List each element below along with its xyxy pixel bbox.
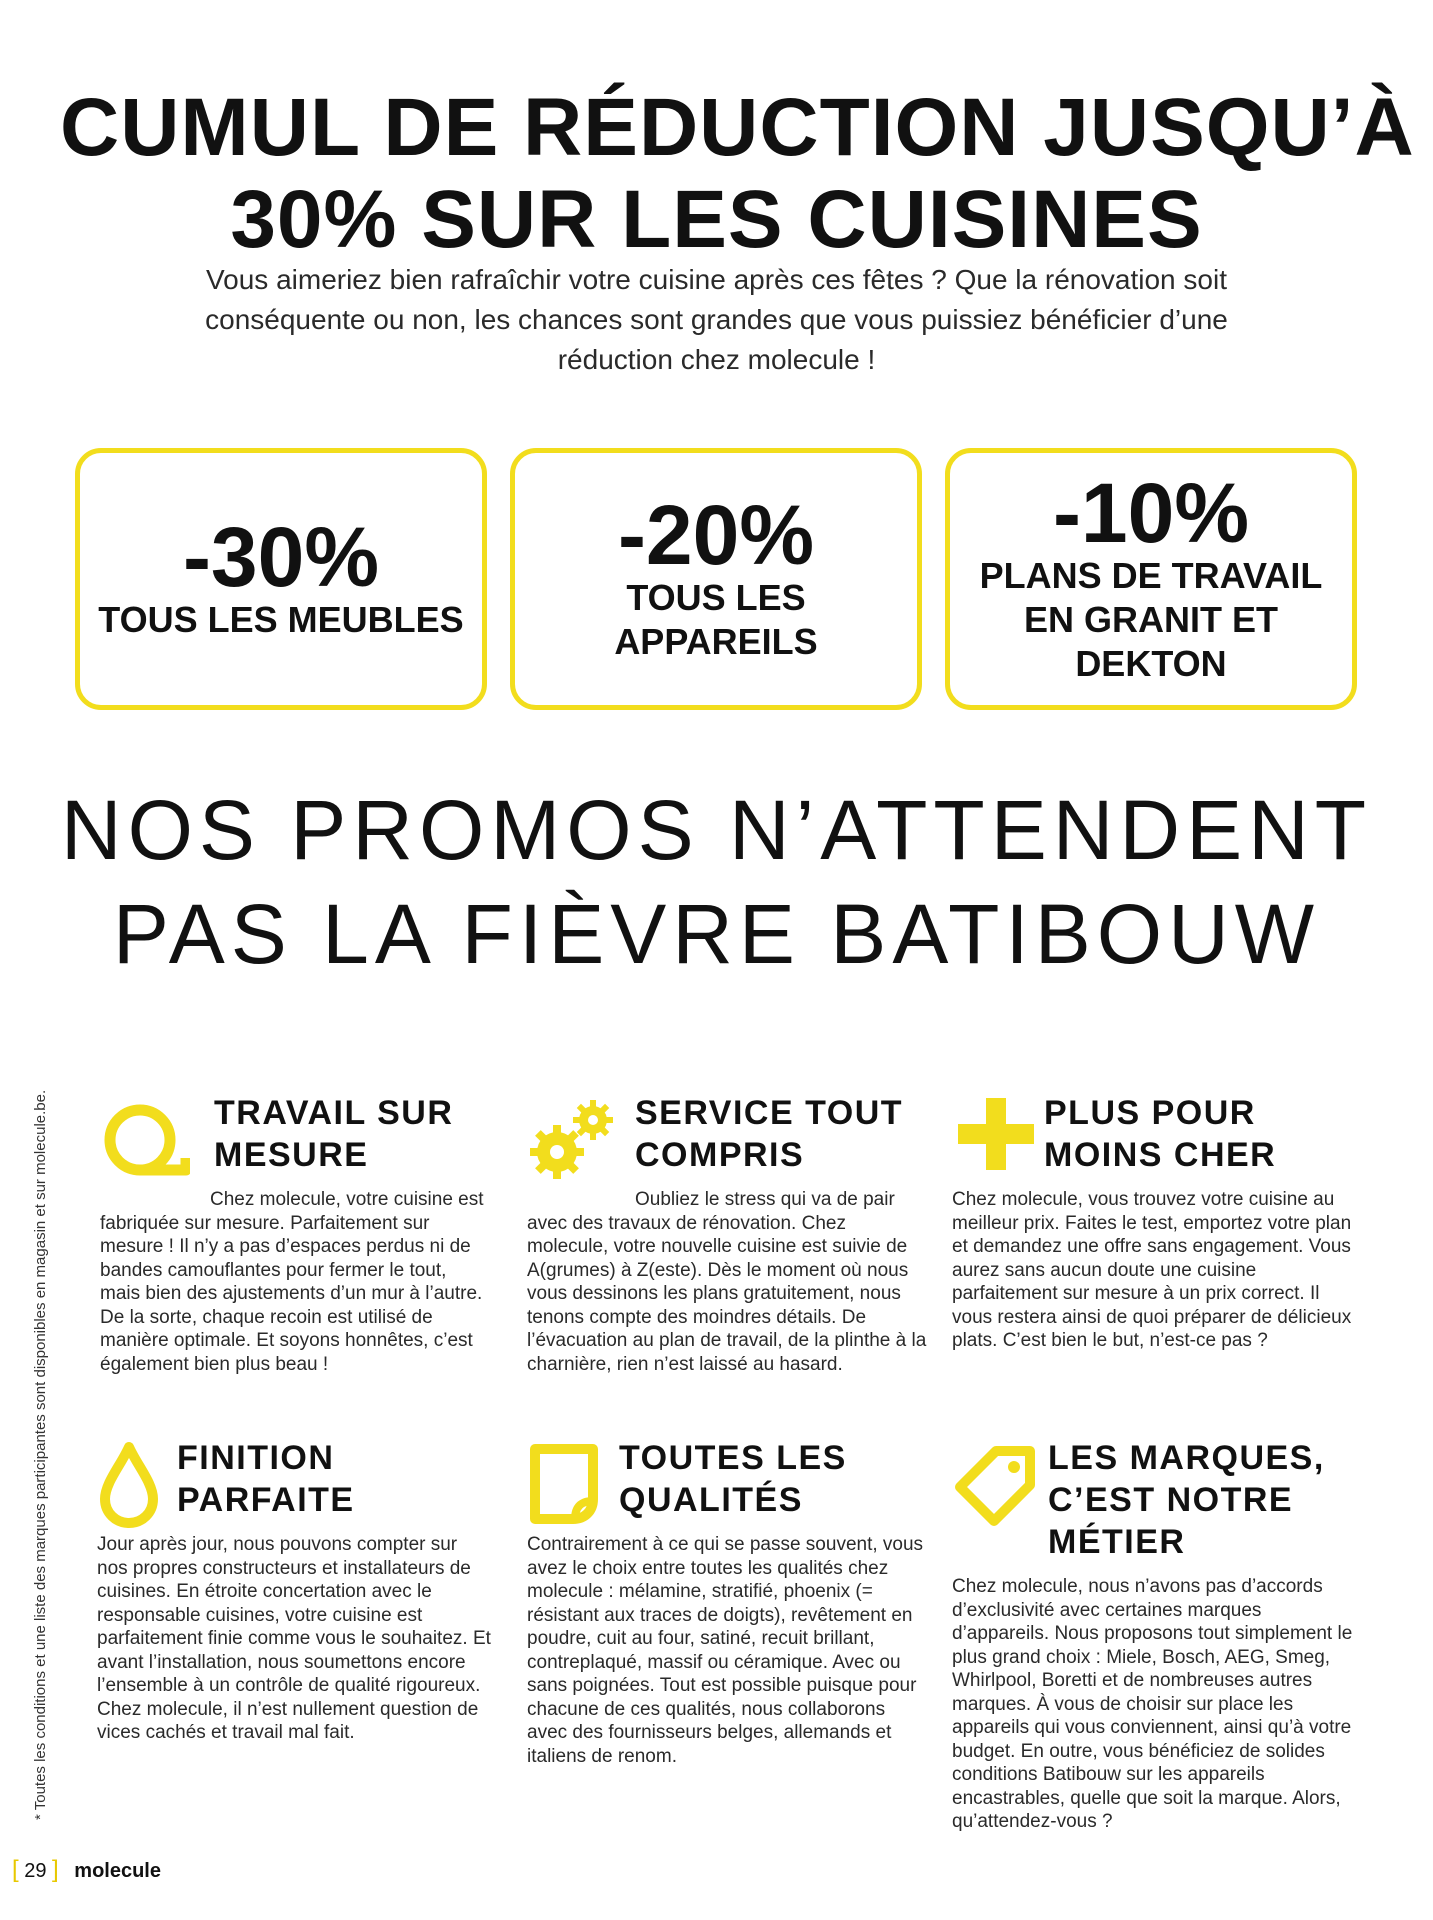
feature-body: Oubliez le stress qui va de pair avec des travaux de rénovation. Chez molecule, votre nouvelle cuisine est suivie de A(grumes) à Z(este). Dès le moment où nous vous dessinons les plans gratuitement, nous tenons compte des moindres détails. De l’évacuation au plan de travail, de la plinthe à la charnière, rien n’est laissé au hasard.: [527, 1189, 927, 1375]
sample-square-icon: [527, 1441, 617, 1531]
feature-body: Contrairement à ce qui se passe souvent, vous avez le choix entre toutes les qualités chez molecule : mélamine, stratifié, phoenix (= résistant aux traces de doigts), revêtement en poudre, cuit au four, satiné, recuit brillant, contreplaqué, massif ou céramique. Avec ou sans poignées. Tout est possible puisque pour chacune de ces qualités, nous collaborons avec des fournisseurs belges, allemands et italiens de renom.: [527, 1534, 924, 1767]
feature-title: TOUTES LES QUALITÉS: [619, 1439, 847, 1519]
feature-title: LES MARQUES, C’EST NOTRE MÉTIER: [1048, 1439, 1325, 1561]
discount-label: PLANS DE TRAVAIL EN GRANIT ET DEKTON: [979, 555, 1323, 684]
discount-box-appliances: [510, 448, 922, 710]
discount-box-furniture: [75, 448, 487, 710]
promo-tagline-line-2: PAS LA FIÈVRE BATIBOUW: [112, 887, 1321, 981]
measuring-tape-icon: [100, 1098, 190, 1188]
discount-box-worktops: [945, 448, 1357, 710]
bracket-close: ]: [52, 1856, 59, 1883]
discount-label: TOUS LES MEUBLES: [98, 599, 464, 640]
drop-icon: [97, 1439, 187, 1529]
discount-percent: -30%: [182, 510, 380, 604]
feature-title: TRAVAIL SUR MESURE: [214, 1094, 454, 1174]
feature-body: Chez molecule, votre cuisine est fabriquée sur mesure. Parfaitement sur mesure ! Il n’y a pas d’espaces perdus ni de bandes camouflantes pour fermer le tout, mais bien des ajustements d’un mur à l’autre. De la sorte, chaque recoin est utilisé de manière optimale. Et soyons honnêtes, c’est également bien plus beau !: [100, 1189, 484, 1375]
discount-percent: -10%: [1052, 466, 1250, 560]
page-number: 29: [24, 1860, 47, 1882]
page-footer: [12, 1855, 161, 1885]
promo-tagline-line-1: NOS PROMOS N’ATTENDENT: [60, 783, 1373, 877]
bracket-open: [: [12, 1856, 19, 1883]
feature-all-qualities: [527, 1437, 932, 1777]
discount-row: [75, 448, 1367, 720]
tag-icon: [952, 1441, 1042, 1531]
page-title-line-2: 30% SUR LES CUISINES: [230, 174, 1203, 265]
plus-icon: [952, 1092, 1042, 1182]
feature-made-to-measure: [100, 1092, 505, 1412]
feature-title: PLUS POUR MOINS CHER: [1044, 1094, 1277, 1174]
feature-title: FINITION PARFAITE: [177, 1439, 355, 1519]
intro-paragraph: Vous aimeriez bien rafraîchir votre cuisine après ces fêtes ? Que la rénovation soit conséquente ou non, les chances sont grandes que vous puissiez bénéficier d’une réduction chez molecule !: [205, 264, 1228, 375]
feature-body: Chez molecule, vous trouvez votre cuisine au meilleur prix. Faites le test, emportez votre plan et demandez une offre sans engagement. Vous aurez sans aucun doute une cuisine parfaitement sur mesure à un prix correct. Il vous restera ainsi de quoi préparer de délicieux plats. C’est bien le but, n’est-ce pas ?: [952, 1189, 1352, 1351]
feature-title: SERVICE TOUT COMPRIS: [635, 1094, 904, 1174]
promo-tagline: [40, 778, 1393, 986]
feature-body: Chez molecule, nous n’avons pas d’accords d’exclusivité avec certaines marques d’appareils. Nous proposons tout simplement le plus grand choix : Miele, Bosch, AEG, Smeg, Whirlpool, Boretti et de nombreuses autres marques. À vous de choisir sur place les appareils qui vous conviennent, ainsi qu’à votre budget. En outre, vous bénéficiez de solides conditions Batibouw sur les appareils encastrables, quelle que soit la marque. Alors, qu’attendez-vous ?: [952, 1576, 1353, 1832]
feature-brands: [952, 1437, 1357, 1857]
brand-name: molecule: [74, 1860, 161, 1882]
discount-percent: -20%: [617, 488, 815, 582]
feature-full-service: [527, 1092, 932, 1412]
feature-perfect-finish: [97, 1437, 502, 1777]
terms-side-note: * Toutes les conditions et une liste des marques participantes sont disponibles en magasin et sur molecule.be.: [32, 1089, 49, 1820]
gears-icon: [527, 1096, 617, 1186]
page-title: [60, 82, 1415, 266]
feature-more-for-less: [952, 1092, 1357, 1412]
feature-body: Jour après jour, nous pouvons compter sur nos propres constructeurs et installateurs de cuisines. En étroite concertation avec le responsable cuisines, votre cuisine est parfaitement finie comme vous le souhaitez. Et avant l’installation, nous soumettons encore l’ensemble à un contrôle de qualité rigoureux. Chez molecule, il n’est nullement question de vices cachés et travail mal fait.: [97, 1534, 491, 1743]
page-title-line-1: CUMUL DE RÉDUCTION JUSQU’À: [60, 82, 1415, 173]
discount-label: TOUS LES APPAREILS: [614, 577, 818, 662]
